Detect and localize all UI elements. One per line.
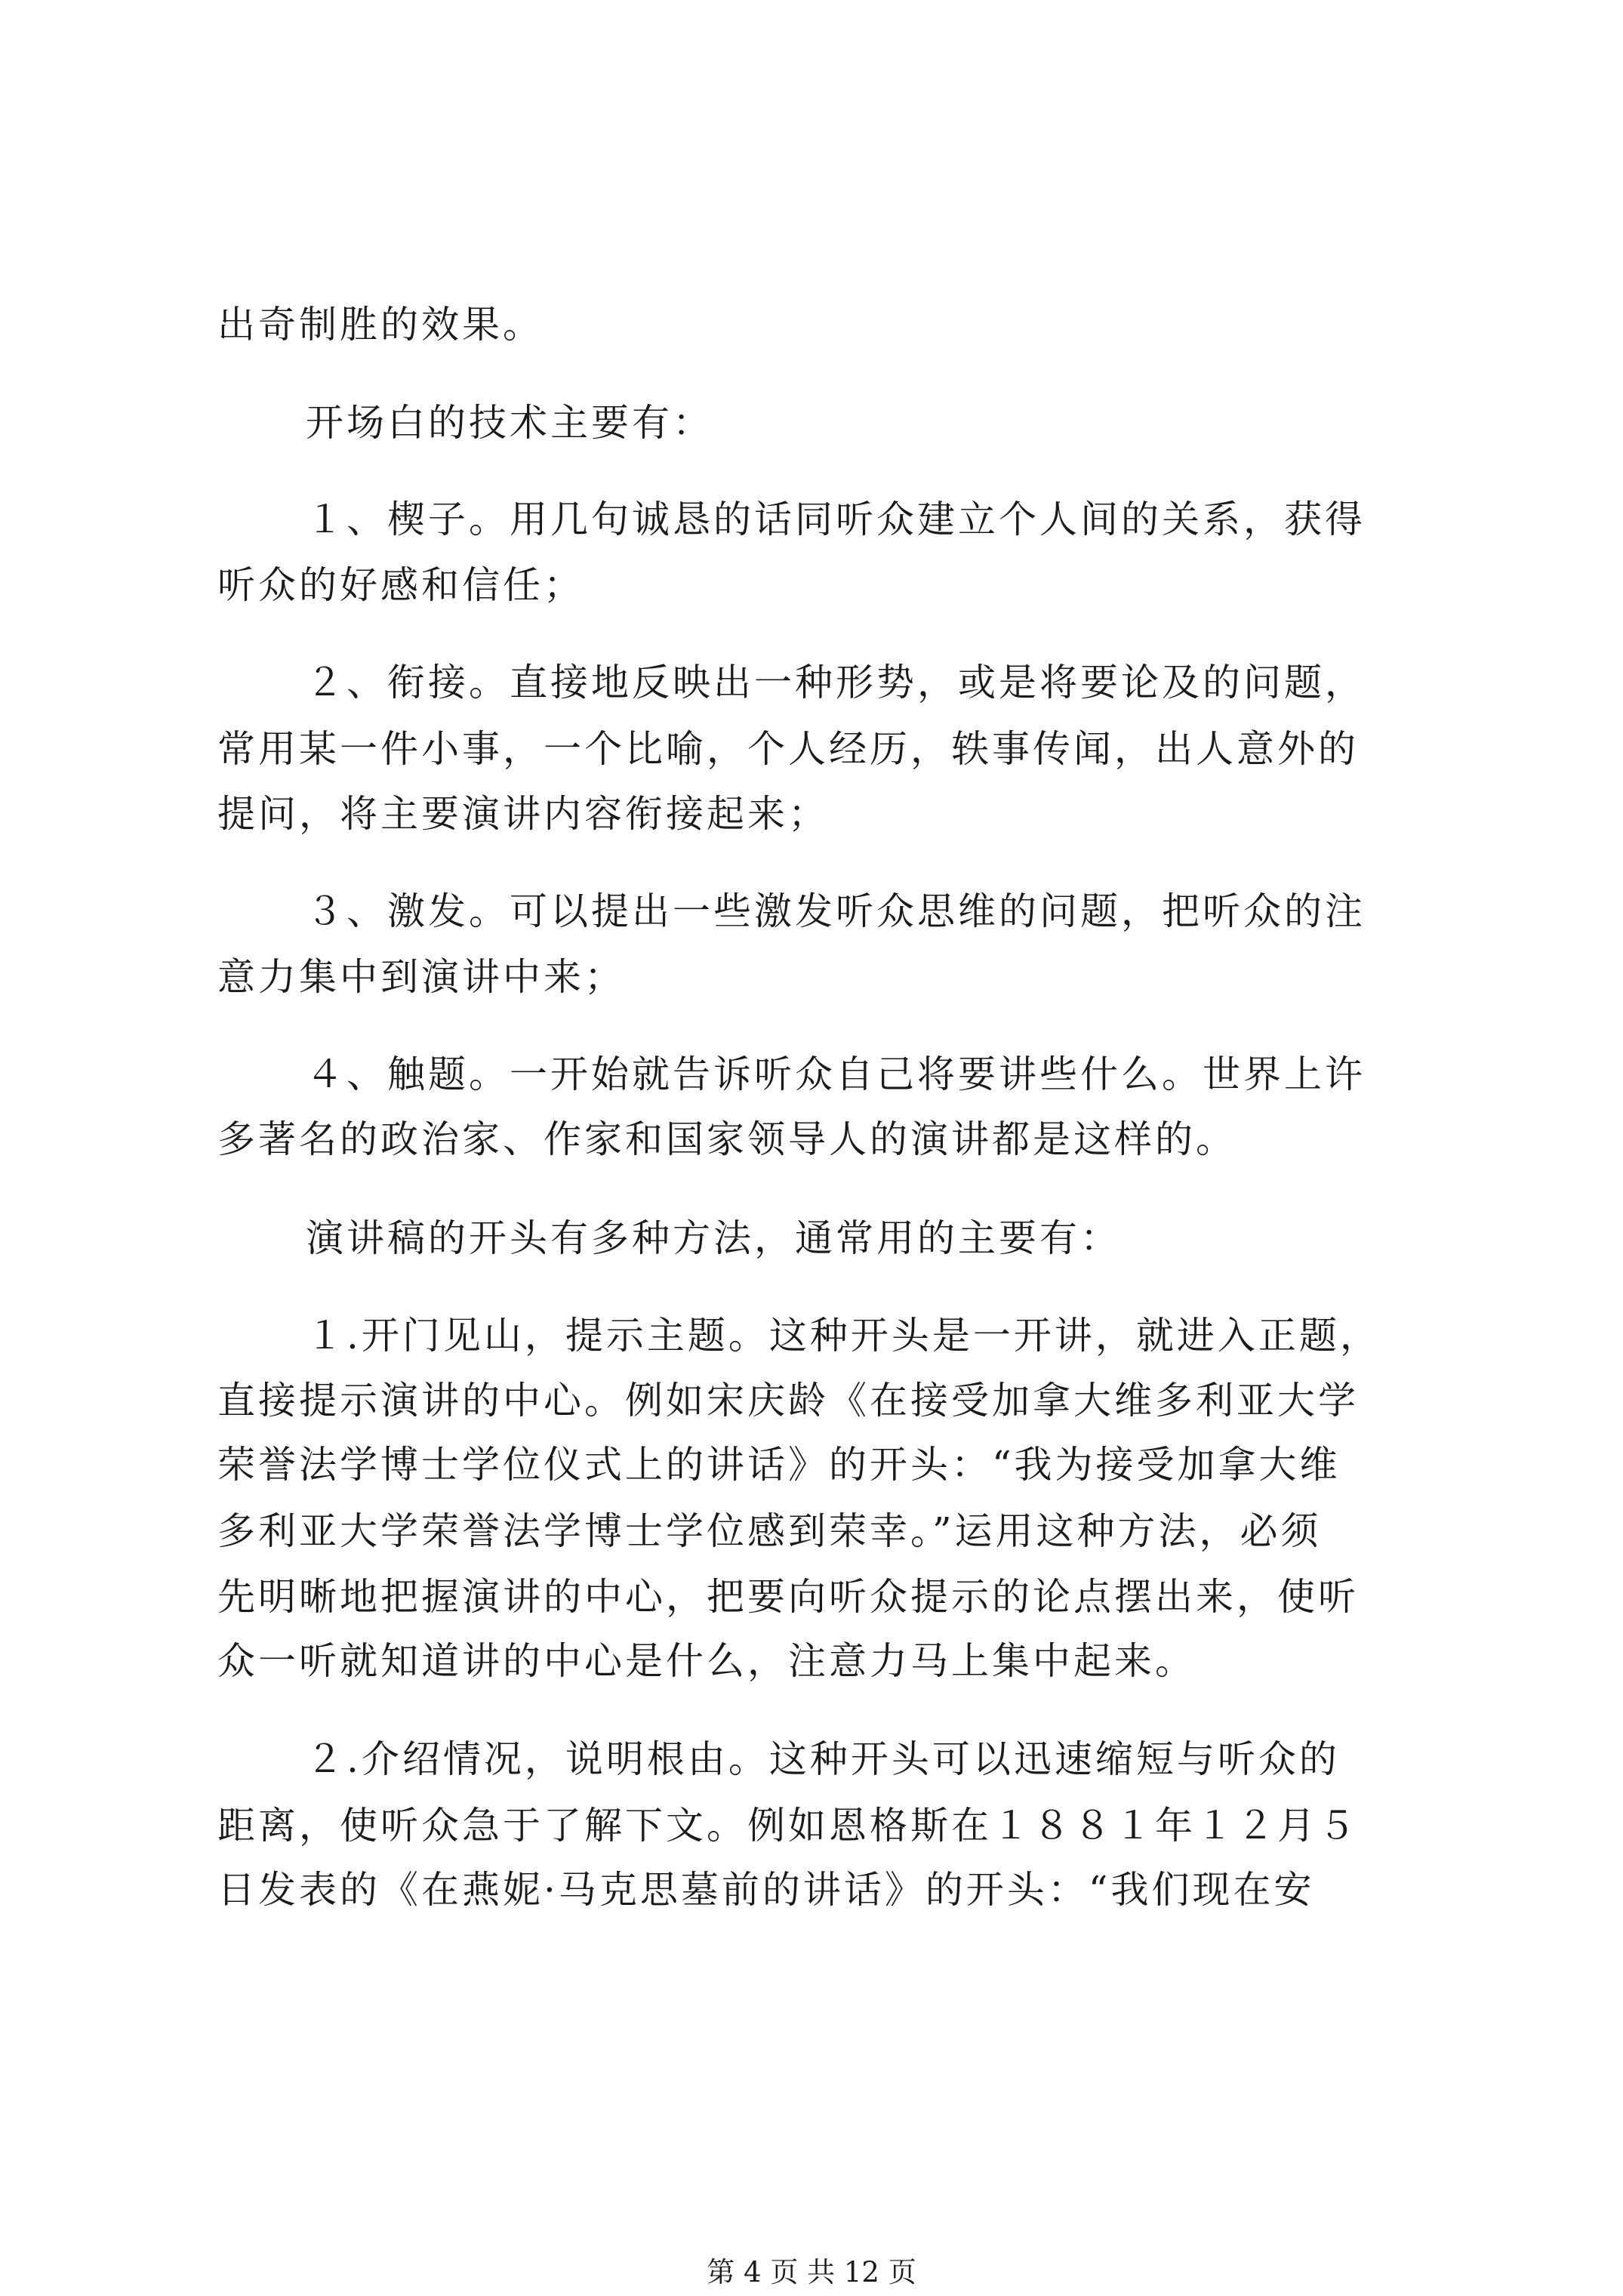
text-line: 距离，使听众急于了解下文。例如恩格斯在１８８１年１２月５: [217, 1804, 1359, 1848]
text-line: 众一听就知道讲的中心是什么，注意力马上集中起来。: [217, 1639, 1196, 1683]
text-line: ３、激发。可以提出一些激发听众思维的问题，把听众的注: [306, 889, 1366, 933]
text-line: 荣誉法学博士学位仪式上的讲话》的开头：“我为接受加拿大维: [217, 1443, 1341, 1487]
text-line: 日发表的《在燕妮·马克思墓前的讲话》的开头：“我们现在安: [217, 1868, 1315, 1912]
text-line: １.开门见山，提示主题。这种开头是一开讲，就进入正题，: [306, 1314, 1381, 1358]
text-line: 听众的好感和信任；: [217, 563, 584, 607]
text-line: 演讲稿的开头有多种方法，通常用的主要有：: [306, 1216, 1121, 1260]
text-line: 直接提示演讲的中心。例如宋庆龄《在接受加拿大维多利亚大学: [217, 1379, 1359, 1422]
text-line: 出奇制胜的效果。: [217, 303, 544, 347]
text-line: 常用某一件小事，一个比喻，个人经历，轶事传闻，出人意外的: [217, 727, 1359, 771]
text-line: 多利亚大学荣誉法学博士学位感到荣幸。”运用这种方法，必须: [217, 1509, 1322, 1553]
text-line: 提问，将主要演讲内容衔接起来；: [217, 792, 829, 836]
text-line: 开场白的技术主要有：: [306, 401, 713, 445]
text-line: 先明晰地把握演讲的中心，把要向听众提示的论点摆出来，使听: [217, 1575, 1359, 1619]
text-line: ４、触题。一开始就告诉听众自己将要讲些什么。世界上许: [306, 1052, 1366, 1096]
page-number-footer: 第 4 页 共 12 页: [707, 2256, 916, 2288]
text-line: 多著名的政治家、作家和国家领导人的演讲都是这样的。: [217, 1117, 1236, 1161]
text-line: ２.介绍情况，说明根由。这种开头可以迅速缩短与听众的: [306, 1737, 1340, 1781]
text-line: ２、衔接。直接地反映出一种形势，或是将要论及的问题，: [306, 661, 1366, 704]
text-line: １、楔子。用几句诚恳的话同听众建立个人间的关系，获得: [306, 498, 1366, 541]
text-line: 意力集中到演讲中来；: [217, 955, 625, 999]
